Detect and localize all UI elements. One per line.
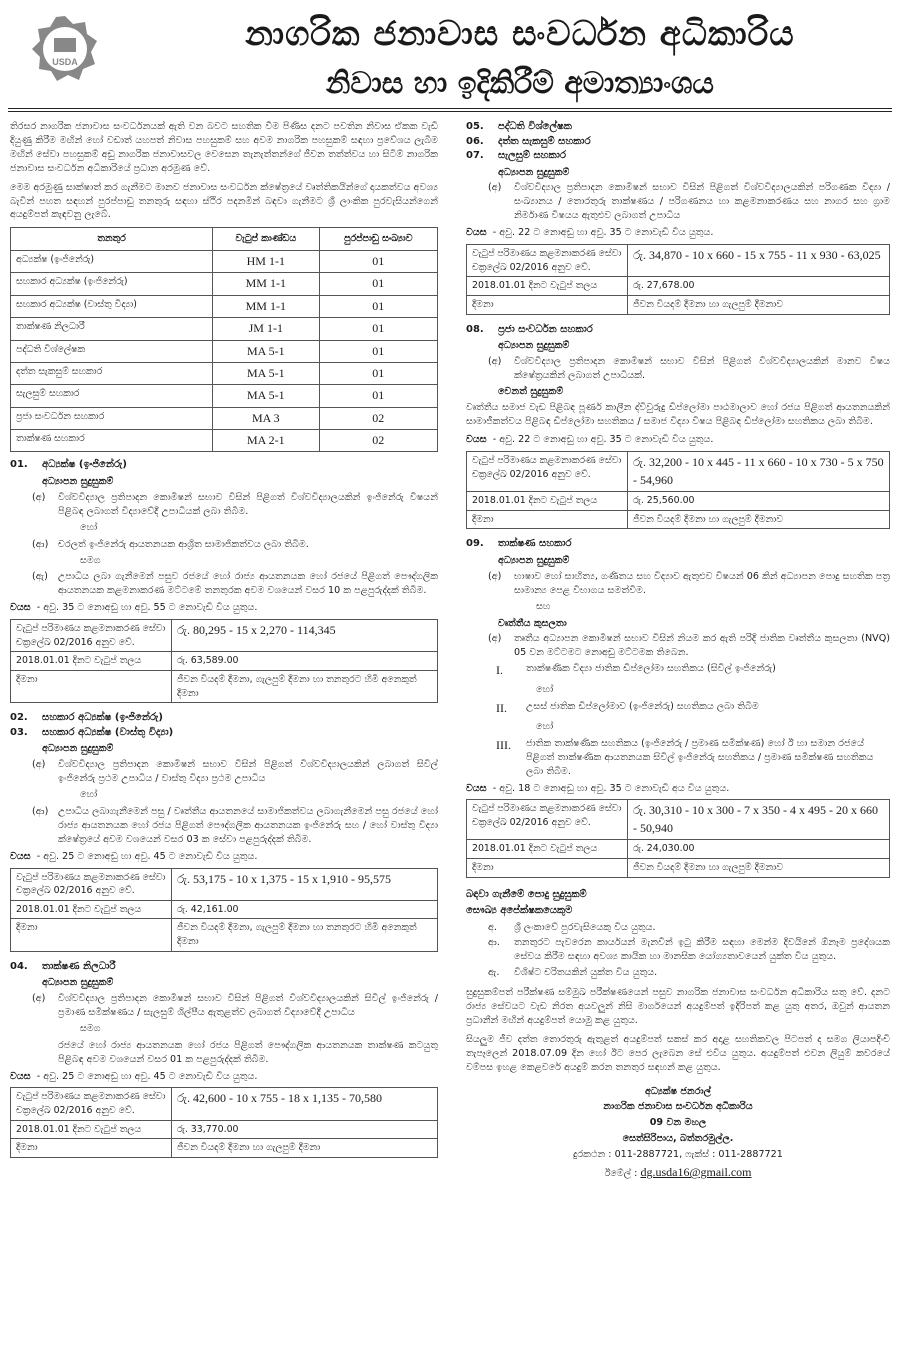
cell-count: 01	[319, 340, 437, 362]
general-item	[466, 966, 890, 980]
allowance: ජීවන වියදම් දීමනා, ගැලපුම් දීමනා හා තනතුරට හිමි අනෙකුත් දීමනා	[172, 919, 438, 951]
roman-text: ජාතික තාක්ෂණික සහතිකය (ඉංජිනේරු / ප්‍රමාණ සමීක්ෂණ) හෝ ඊ හා සමාන රජයේ පිළිගත් තාක්ෂණික ආයතනයක සිවිල් ඉංජිනේරු සහතිකය / ප්‍රමාණ සමීක්ෂණ සහතිකය ලබා තිබීම.	[526, 737, 874, 777]
roman-key: III.	[496, 737, 511, 752]
item-text: උපාධිය ලබා ගැනීමෙන් පසුව රජයේ හෝ රාජ්‍ය ආයතනයක හෝ රජයේ පිළිගත් පෞද්ගලික ආයතනයක කළමනාකරණ මට්ටමේ තනතුරක අවම වශයෙන් වසර 10 ක පළපුරුද්දක් තිබීම.	[58, 571, 438, 597]
qualification-item	[10, 758, 438, 786]
section-title: දත්ත සැකසුම් සහකාර	[498, 135, 591, 147]
section-title: ප්‍රජා සංවර්ධන සහකාර	[498, 323, 593, 335]
qualification-item	[10, 570, 438, 598]
section-title: තාක්ෂණ නිලධාරී	[42, 960, 116, 972]
item-key: (අ)	[488, 182, 502, 194]
header-divider	[8, 108, 892, 109]
allowance: ජීවන වියදම් දීමනා හා ගැලපුම් දීමනාව	[628, 510, 890, 529]
cell-post: තාක්ෂණ නිලධාරී	[11, 318, 213, 340]
cell-count: 01	[319, 318, 437, 340]
salary-2018-label: 2018.01.01 දිනට වැටුප් තලය	[11, 900, 172, 919]
or-connector: හෝ	[80, 521, 98, 533]
cell-post: ප්‍රජා සංවර්ධන සහකාර	[11, 407, 213, 429]
qualification-item	[466, 632, 890, 660]
vocational-skills-label: වෘත්තීය කුසලතා	[498, 617, 567, 629]
signature-title: අධ්‍යක්ෂ ජනරාල්	[645, 1085, 711, 1097]
allowance: ජීවන වියදම් දීමනා, ගැලපුම් දීමනා හා තනතුරට හිමි අනෙකුත් දීමනා	[172, 671, 438, 703]
roman-text: තාක්ෂණික විද්‍යා ජාතික ඩිප්ලෝමා සහතිකය (සිවිල් ඉංජිනේරු)	[526, 663, 776, 675]
section-02-heading	[10, 711, 438, 726]
cell-count: 01	[319, 273, 437, 295]
cell-code: MM 1-1	[212, 295, 319, 317]
general-subtitle: සෞඛ්‍ය අපේක්ෂකයෙකුම	[466, 905, 573, 916]
usda-logo	[30, 14, 100, 84]
roman-key: I.	[496, 663, 503, 678]
salary-2018: රු. 27,678.00	[628, 277, 890, 296]
col-header-salary-code: වැටුප් කාණ්ඩය	[212, 228, 319, 251]
table-row	[11, 430, 438, 452]
salary-table	[10, 1087, 438, 1158]
other-qualifications-text: වෘත්තීය සමාජ වැඩ පිළිබඳ පූර්ණ කාලීන ද්විවුරුදු ඩිප්ලෝමා පාඨමාලාව හෝ රජය පිළිගත් ආයතනයකින් සාමාජීකත්වය පිළිබඳ ඩිප්ලෝමා සහතිකය / සමාජ විද්‍යා විෂය පිළිබඳ ඩිප්ලෝමා සහතිකය ලබා තිබීම.	[466, 401, 890, 427]
age-requirement	[10, 601, 438, 615]
qualification-item	[466, 181, 890, 223]
age-requirement	[10, 1070, 438, 1084]
authority-title: නාගරික ජනාවාස සංවර්ධන අධිකාරිය	[245, 14, 795, 54]
item-key	[10, 1039, 58, 1067]
intro-paragraph-1: තිරසර නාගරික ජනාවාස සංවර්ධනයක් ඇති වන බවට සහතික වීම පිණිස දනට පවතින නිවාස ඒකක වැඩි දියුණු කිරීම මඟින් හෝ වඩාත් යහපත් නිවාස පහසුකම් සහ අවම නාගරික පහසුකම් සඳහා ප්‍රවේශය ලැබීම මඟින් සේවා පහසුකම් අඩු නාගරික ජනාවාසවල වෙසෙන තැනැත්තන්ගේ ජීවන තත්ත්වය හා සිටිම් නාගරික ජනාවාස සංවර්ධන අධිකාරියේ ප්‍රධාන අරමුණ වේ.	[10, 121, 438, 174]
cell-code: MA 5-1	[212, 340, 319, 362]
cell-code: HM 1-1	[212, 250, 319, 272]
age-requirement	[466, 433, 890, 447]
col-header-vacancies: පුරප්පාඩු සංඛ්‍යාව	[319, 228, 437, 251]
signature-block	[466, 1085, 890, 1182]
intro-paragraph-2: මෙම අරමුණු සාක්ෂාත් කර ගැනීමට මානව ජනාවාස සංවර්ධන ක්ෂේත්‍රයේ වෘත්තිකයින්ගේ දායකත්වය අවශ්‍ය බැවින් පහත සඳහන් පුරප්පාඩු තනතුරු සඳහා ස්ථිර පදනමින් බඳවා ගැනීමට ශ්‍රී ලාංකික පුරවැසියන්ගෙන් අයදුම්පත් කැඳවනු ලැබේ.	[10, 181, 438, 221]
salary-2018: රු. 33,770.00	[172, 1120, 438, 1139]
col-header-post: තනතුර	[11, 228, 213, 251]
age-requirement	[466, 226, 890, 240]
age-text: - අවු. 22 ට නොඅඩු හා අවු. 35 ට නොවැඩි විය යුතුය.	[492, 227, 714, 239]
salary-label: වැටුප් පරිමාණය කළමනාකරණ සේවා චක්‍රලේඛ 02/2016 අනුව වේ.	[467, 800, 628, 840]
age-label: වයස	[466, 227, 487, 239]
item-text: විශ්වවිද්‍යාල ප්‍රතිපාදන කොමිෂන් සභාව විසින් පිළිගත් විශ්වවිද්‍යාලයකින් පරිගණක විද්‍යා / සංඛ්‍යානය / තොරතුරු තාක්ෂණය / පරිගණනය හා කළමනාකරණය සහ නාගර සහ ග්‍රාම නිර්මාණ විෂයය ඇතුළුව ලබාගත් උපාධිය	[514, 182, 890, 222]
or-connector: හෝ	[536, 720, 554, 732]
ministry-title: නිවාස හා ඉදිකිරීම් අමාත්‍යාංශය	[325, 66, 715, 101]
allowance-label: දීමනා	[11, 671, 172, 703]
qualification-item	[10, 538, 438, 552]
item-key: (ඇ)	[32, 571, 48, 583]
cell-count: 02	[319, 407, 437, 429]
item-key: අ.	[488, 921, 497, 933]
item-text: චරලත් ඉංජිනේරු ආයතනයක ආශ්‍රිත සාමාජිකත්වය ලබා තිබීම.	[58, 538, 309, 550]
or-connector: හෝ	[536, 683, 554, 695]
contact-phone: දුරකථන : 011-2887721, ෆැක්ස් : 011-2887721	[573, 1149, 783, 1161]
section-number: 09.	[466, 538, 484, 550]
edu-qualifications-label: අධ්‍යාපන සුදුසුකම්	[42, 475, 114, 487]
cell-post: තාක්ෂණ සහකාර	[11, 430, 213, 452]
salary-2018-label: 2018.01.01 දිනට වැටුප් තලය	[467, 840, 628, 859]
allowance: ජීවන වියදම් දීමනා හා ගැලපුම් දීමනාව	[628, 295, 890, 314]
roman-item	[466, 700, 890, 717]
contact-email-row	[466, 1164, 890, 1181]
edu-qualifications-label: අධ්‍යාපන සුදුසුකම්	[498, 340, 570, 352]
salary-label: වැටුප් පරිමාණය කළමනාකරණ සේවා චක්‍රලේඛ 02/2016 අනුව වේ.	[11, 620, 172, 652]
signature-org: නාගරික ජනාවාස සංවර්ධන අධිකාරිය	[603, 1101, 753, 1113]
section-01-heading	[10, 458, 438, 473]
cell-code: JM 1-1	[212, 318, 319, 340]
table-row	[11, 340, 438, 362]
allowance-label: දීමනා	[467, 295, 628, 314]
salary-2018-label: 2018.01.01 දිනට වැටුප් තලය	[467, 492, 628, 511]
item-key: (අ)	[32, 759, 46, 771]
general-requirements-heading: බඳවා ගැනීමේ පොදු සුදුසුකම්	[466, 888, 587, 900]
section-title: සහකාර අධ්‍යක්ෂ (ඉංජිනේරු)	[42, 712, 163, 724]
item-text: විශ්වවිද්‍යාල ප්‍රතිපාදන කොමිෂන් සභාව විසින් පිළිගත් විශ්වවිද්‍යාලයකින් මානව විෂය ක්ෂේත්‍රයකින් ලබාගත් උපාධියක්.	[514, 355, 890, 381]
section-number: 05.	[466, 121, 484, 132]
allowance-label: දීමනා	[467, 510, 628, 529]
edu-qualifications-label: අධ්‍යාපන සුදුසුකම්	[498, 166, 570, 178]
table-row	[11, 385, 438, 407]
item-key: (අ)	[488, 355, 502, 367]
roman-key: II.	[496, 700, 507, 715]
item-text: තනතුරට පැවරෙන කාර්යයන් මැනවින් ඉටු කිරීම සඳහා මෙන්ම දිවයිනේ ඕනෑම ප්‍රදේශයක සේවය කිරීම සඳහා අවශ්‍ය කායික හා මානසික යෝග්‍යතාවයෙන් යුක්ත විය යුතුය.	[514, 937, 890, 963]
general-item	[466, 921, 890, 935]
salary-table	[10, 868, 438, 952]
cell-code: MA 3	[212, 407, 319, 429]
salary-label: වැටුප් පරිමාණය කළමනාකරණ සේවා චක්‍රලේඛ 02/2016 අනුව වේ.	[11, 1088, 172, 1120]
general-note-2: සියලුම ජීව දත්ත තොරතුරු ඇතුළත් අයදුම්පත් සකස් කර අදාළ සහතිකවල පිටපත් ද සමග ලියාපදිංචි තැපෑලෙන් 2018.07.09 දින හෝ ඊට පෙර ලැබෙන සේ එවිය යුතුය. අයදුම්පත් එවන ලියුම් කවරයේ වම්පස ඉහළ කෙළවරේ අයදුම් කරන තනතුර සඳහන් කළ යුතුය.	[466, 1033, 890, 1073]
cell-count: 02	[319, 430, 437, 452]
right-column	[466, 120, 890, 1183]
or-connector: හෝ	[80, 788, 98, 800]
qualification-item	[10, 1039, 438, 1067]
section-title: සැලසුම් සහකාර	[498, 150, 566, 161]
age-text: - අවු. 25 ට නොඅඩු හා අවු. 45 ට නොවැඩි විය යුතුය.	[36, 1070, 258, 1082]
cell-code: MA 5-1	[212, 385, 319, 407]
item-key: (ආ)	[32, 805, 49, 817]
cell-count: 01	[319, 295, 437, 317]
roman-item	[466, 662, 890, 679]
salary-scale: රු. 30,310 - 10 x 300 - 7 x 350 - 4 x 495 - 20 x 660 - 50,940	[628, 800, 890, 840]
section-number: 04.	[10, 960, 28, 972]
cell-post: අධ්‍යක්ෂ (ඉංජිනේරු)	[11, 250, 213, 272]
table-row	[11, 318, 438, 340]
salary-scale: රු. 42,600 - 10 x 755 - 18 x 1,135 - 70,580	[172, 1088, 438, 1120]
section-title: පද්ධති විශ්ලේෂක	[498, 121, 572, 132]
item-text: විශිෂ්ට චරිතයකින් යුක්ත විය යුතුය.	[514, 967, 658, 979]
and-connector: සහ	[536, 600, 551, 612]
cell-post: සහකාර අධ්‍යක්ෂ (වාස්තු විද්‍යා)	[11, 295, 213, 317]
section-number: 08.	[466, 323, 484, 335]
roman-text: උසස් ජාතික ඩිප්ලෝමාව (ඉංජිනේරු) සහතිකය ලබා තිබීම	[526, 700, 759, 712]
cell-code: MA 5-1	[212, 362, 319, 384]
edu-qualifications-label: අධ්‍යාපන සුදුසුකම්	[498, 554, 570, 566]
section-09-heading	[466, 537, 890, 552]
age-requirement	[10, 850, 438, 864]
age-requirement	[466, 782, 890, 796]
age-label: වයස	[10, 850, 31, 862]
other-qualifications-label: වෙනත් සුදුසුකම්	[498, 385, 564, 397]
age-label: වයස	[466, 782, 487, 794]
age-text: - අවු. 25 ට නොඅඩු හා අවු. 45 ට නොවැඩි විය යුතුය.	[36, 850, 258, 862]
cell-post: සහකාර අධ්‍යක්ෂ (ඉංජිනේරු)	[11, 273, 213, 295]
salary-label: වැටුප් පරිමාණය කළමනාකරණ සේවා චක්‍රලේඛ 02/2016 අනුව වේ.	[11, 868, 172, 900]
age-label: වයස	[10, 1070, 31, 1082]
item-text: විශ්වවිද්‍යාල ප්‍රතිපාදන කොමිෂන් සභාව විසින් පිළිගත් විශ්වවිද්‍යාලයකින් ඉංජිනේරු විෂයන් පිළිබඳ ලබාගත් විද්‍යාවේදී උපාධියක් ලබා තිබීම.	[58, 491, 438, 517]
item-key: (අ)	[488, 633, 502, 645]
item-key: ඇ.	[488, 967, 500, 979]
section-title: තාක්ෂණ සහකාර	[498, 538, 572, 550]
salary-2018: රු. 25,560.00	[628, 492, 890, 511]
salary-scale: රු. 80,295 - 15 x 2,270 - 114,345	[172, 620, 438, 652]
qualification-item	[10, 992, 438, 1020]
salary-label: වැටුප් පරිමාණය කළමනාකරණ සේවා චක්‍රලේඛ 02/2016 අනුව වේ.	[467, 452, 628, 492]
cell-code: MA 2-1	[212, 430, 319, 452]
salary-table	[466, 244, 890, 315]
salary-scale: රු. 34,870 - 10 x 660 - 15 x 755 - 11 x 930 - 63,025	[628, 245, 890, 277]
edu-qualifications-label: අධ්‍යාපන සුදුසුකම්	[42, 977, 114, 989]
qualification-item	[10, 805, 438, 847]
item-text: විශ්වවිද්‍යාල ප්‍රතිපාදන කොමිෂන් සභාව විසින් පිළිගත් විශ්වවිද්‍යාලයකින් සිවිල් ඉංජිනේරු / ප්‍රමාණ සමීක්ෂණය / සැලසුම් ශිල්පීය ඇතුළත්ව ලබාගත් විද්‍යාවේදී උපාධිය	[58, 993, 438, 1018]
item-text: ශ්‍රී ලංකාවේ පුරවැසියෙකු විය යුතුය.	[514, 921, 656, 933]
roman-item	[466, 737, 890, 779]
age-label: වයස	[466, 434, 487, 446]
section-07-heading	[466, 149, 890, 164]
section-number: 01.	[10, 459, 28, 471]
section-number: 03.	[10, 726, 28, 738]
salary-table	[466, 451, 890, 529]
item-key: (අ)	[32, 993, 46, 1005]
cell-post: දත්ත සැකසුම් සහකාර	[11, 362, 213, 384]
salary-2018-label: 2018.01.01 දිනට වැටුප් තලය	[11, 1120, 172, 1139]
allowance-label: දීමනා	[467, 858, 628, 877]
allowance: ජීවන වියදම් දීමනා හා ගැලපුම් දීමනාව	[628, 858, 890, 877]
item-key: (අ)	[488, 570, 502, 582]
cell-post: සැලසුම් සහකාර	[11, 385, 213, 407]
age-label: වයස	[10, 602, 31, 614]
salary-scale: රු. 53,175 - 10 x 1,375 - 15 x 1,910 - 95,575	[172, 868, 438, 900]
salary-label: වැටුප් පරිමාණය කළමනාකරණ සේවා චක්‍රලේඛ 02/2016 අනුව වේ.	[467, 245, 628, 277]
section-number: 07.	[466, 150, 484, 161]
qualification-item	[466, 355, 890, 383]
item-key: (අ)	[32, 491, 46, 503]
left-column	[10, 120, 438, 1166]
positions-table	[10, 227, 438, 452]
section-number: 02.	[10, 712, 28, 724]
and-connector: සමග	[80, 1022, 101, 1034]
item-text: විශ්වවිද්‍යාල ප්‍රතිපාදන කොමිෂන් සභාව විසින් පිළිගත් විශ්වවිද්‍යාලයකින් ලබාගත් සිවිල් ඉංජිනේරු ප්‍රථම උපාධිය / වාස්තු විද්‍යා ප්‍රථම උපාධිය	[58, 759, 438, 785]
logo-text: USDA	[52, 57, 78, 67]
item-text: තෘතීය අධ්‍යාපන කොමිෂන් සභාව විසින් නියම කර ඇති පරිදි ජාතික වෘත්තීය කුසලතා (NVQ) 05 වන මට්ටමට නොඅඩු මට්ටමක තිබෙන.	[514, 633, 890, 659]
cell-count: 01	[319, 385, 437, 407]
and-connector: සමග	[80, 554, 101, 566]
item-key: ආ.	[488, 937, 500, 949]
item-text: උපාධිය ලබාගැනීමෙන් පසු / වෘත්තීය ආයතනයේ සාමාජිකත්වය ලබාගැනීමෙන් පසු රජයේ හෝ රාජ්‍ය ආයතනයක හෝ රජය පිළිගත් පෞද්ගලික ආයතනයක ඉංජිනේරු සහ / හෝ වාස්තු විද්‍යා ක්ෂේත්‍රයේ අවම වශයෙන් වසර 03 ක සේවා පළපුරුද්දක් තිබීම.	[58, 805, 438, 845]
qualification-item	[10, 491, 438, 519]
email-label: ඊමේල් :	[604, 1168, 638, 1180]
cell-count: 01	[319, 250, 437, 272]
page-header	[0, 0, 900, 108]
allowance-label: දීමනා	[11, 1139, 172, 1158]
age-text: - අවු. 35 ට නොඅඩු හා අවු. 55 ට නොවැඩි විය යුතුය.	[36, 602, 258, 614]
table-row	[11, 295, 438, 317]
edu-qualifications-label: අධ්‍යාපන සුදුසුකම්	[42, 743, 114, 755]
allowance-label: දීමනා	[11, 919, 172, 951]
item-key: (ආ)	[32, 538, 49, 550]
salary-2018: රු. 63,589.00	[172, 652, 438, 671]
email-link[interactable]: dg.usda16@gmail.com	[640, 1165, 752, 1180]
section-03-heading	[10, 726, 438, 741]
table-row	[11, 250, 438, 272]
signature-floor: 09 වන මහල	[649, 1117, 707, 1129]
table-row	[11, 273, 438, 295]
section-04-heading	[10, 960, 438, 975]
salary-2018-label: 2018.01.01 දිනට වැටුප් තලය	[467, 277, 628, 296]
age-text: - අවු. 18 ට නොඅඩු හා අවු. 35 ට නොවැඩි අය විය යුතුය.	[492, 782, 730, 794]
salary-table	[10, 619, 438, 703]
section-06-heading	[466, 135, 890, 150]
table-row	[11, 407, 438, 429]
age-text: - අවු. 22 ට නොඅඩු හා අවු. 35 ට නොවැඩි විය යුතුය.	[492, 434, 714, 446]
salary-2018-label: 2018.01.01 දිනට වැටුප් තලය	[11, 652, 172, 671]
section-08-heading	[466, 323, 890, 338]
salary-2018: රු. 24,030.00	[628, 840, 890, 859]
item-text: රජයේ හෝ රාජ්‍ය ආයතනයක හෝ රජය පිළිගත් පෞද්ගලික ආයතනයක තාක්ෂණ කටයුතු පිළිබඳ අවම වශයෙන් වසර 01 ක පළපුරුද්දක් තිබීම.	[58, 1039, 438, 1065]
section-title: සහකාර අධ්‍යක්ෂ (වාස්තු විද්‍යා)	[42, 726, 174, 738]
general-item	[466, 936, 890, 964]
salary-2018: රු. 42,161.00	[172, 900, 438, 919]
cell-count: 01	[319, 362, 437, 384]
signature-address: සෙත්සිරිපාය, බත්තරමුල්ල.	[622, 1133, 734, 1145]
salary-table	[466, 799, 890, 877]
salary-scale: රු. 32,200 - 10 x 445 - 11 x 660 - 10 x 730 - 5 x 750 - 54,960	[628, 452, 890, 492]
cell-post: පද්ධති විශ්ලේෂක	[11, 340, 213, 362]
general-note-1: සුදුසුකම්පත් පරීක්ෂණ සම්මුඛ පරීක්ෂණයෙන් පසුව නාගරික ජනාවාස සංවර්ධන අධිකාරිය සතු වේ. දනට රාජ්‍ය සේවයට වැඩ නිරත අයවලුන් නිසි මාර්ගයෙන් අයදුම්පත් ඉදිරිපත් කළ යුතු අතර, ඔවුන් ආයතන ප්‍රධානීන් මඟින් අයදුම්පත් යොමු කළ යුතුය.	[466, 987, 890, 1026]
table-row	[11, 362, 438, 384]
item-text: භාෂාව හෝ සාහිත්‍ය, ගණිතය සහ විද්‍යාව ඇතුළුව විෂයන් 06 කින් අධ්‍යාපන පොදු සහතික පත්‍ර සාමාන්‍ය පෙළ විභාගය සමත්වීම.	[514, 570, 890, 596]
section-number: 06.	[466, 135, 484, 147]
header-divider-2	[8, 111, 892, 112]
section-05-heading	[466, 120, 890, 135]
qualification-item	[466, 570, 890, 598]
allowance: ජීවන වියදම් දීමනා හා ගැලපුම් දීමනා	[172, 1139, 438, 1158]
cell-code: MM 1-1	[212, 273, 319, 295]
section-title: අධ්‍යක්ෂ (ඉංජිනේරු)	[42, 459, 127, 471]
